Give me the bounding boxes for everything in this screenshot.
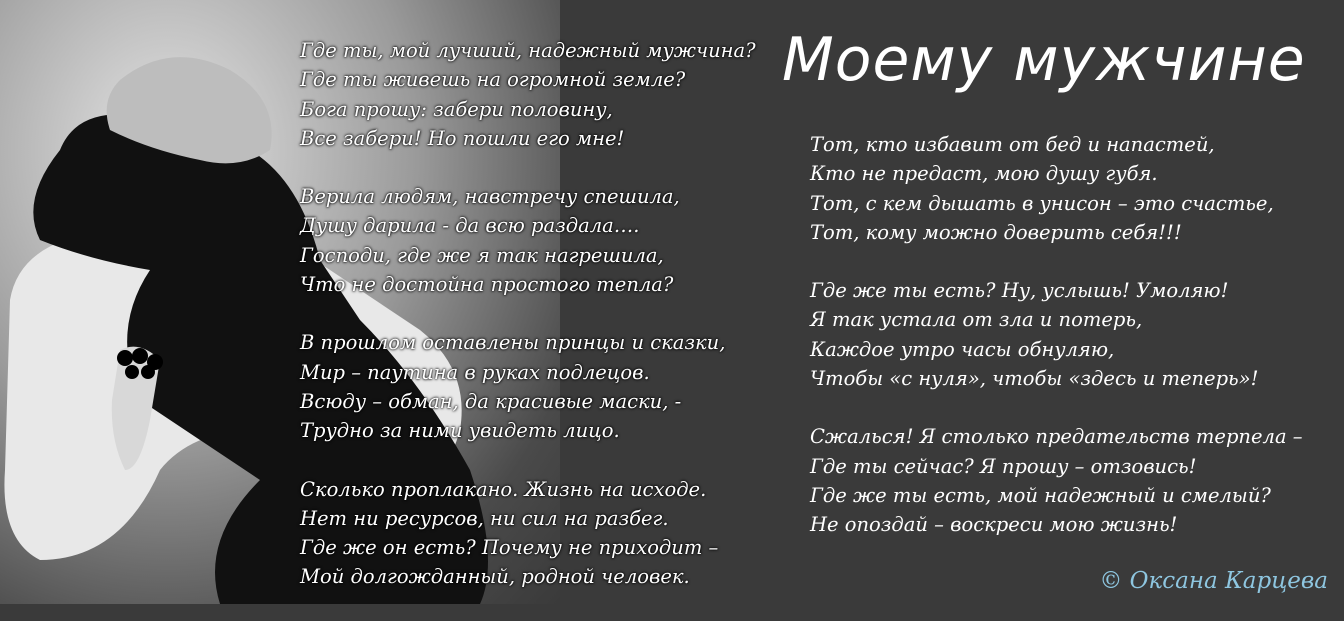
stanza [300,328,780,445]
poem-line: Тот, кому можно доверить себя!!! [810,220,1182,244]
stanza [300,182,780,299]
poem-line: Все забери! Но пошли его мне! [300,126,625,150]
poem-line: Где ты, мой лучший, надежный мужчина? [300,39,756,62]
poem-line: Сжалься! Я столько предательств терпела – [810,425,1303,449]
poem-line: В прошлом оставлены принцы и сказки, [300,331,726,355]
poem-line: Чтобы «с нуля», чтобы «здесь и теперь»! [810,367,1259,391]
poem-line: Трудно за ними увидеть лицо. [300,419,620,443]
stanza [300,36,780,153]
poem-line: Где ты сейчас? Я прошу – отзовись! [810,454,1197,478]
poem-line: Господи, где же я так нагрешила, [300,243,664,267]
poem-line: Сколько проплакано. Жизнь на исходе. [300,477,707,501]
poem-line: Мир – паутина в руках подлецов. [300,360,650,384]
poem-line: Верила людям, навстречу спешила, [300,185,680,209]
poem-line: Где же ты есть, мой надежный и смелый? [810,483,1271,507]
poem-line: Бога прошу: забери половину, [300,97,613,121]
poem-line: Где же ты есть? Ну, услышь! Умоляю! [810,279,1229,303]
stanza [810,422,1330,539]
poem-line: Где ты живешь на огромной земле? [300,68,686,92]
poem-line: Нет ни ресурсов, ни сил на разбег. [300,506,669,530]
poem-line: Всюду – обман, да красивые маски, - [300,389,682,413]
stanza [300,475,780,592]
poem-right-column [810,130,1330,569]
poem-line: Где же он есть? Почему не приходит – [300,536,719,560]
poem-line: Тот, кто избавит от бед и напастей, [810,133,1215,156]
poem-line: Я так устала от зла и потерь, [810,308,1143,332]
poem-line: Каждое утро часы обнуляю, [810,337,1115,361]
poem-line: Душу дарила - да всю раздала…. [300,214,640,238]
poem-line: Тот, с кем дышать в унисон – это счастье, [810,191,1274,215]
poem-line: Кто не предаст, мою душу губя. [810,162,1158,186]
poem-line: Не опоздай – воскреси мою жизнь! [810,513,1178,537]
poem-line: Мой долгожданный, родной человек. [300,565,690,589]
stanza [810,130,1330,247]
stanza [810,276,1330,393]
poem-left-column [300,36,780,621]
poem-line: Что не достойна простого тепла? [300,273,674,297]
poem-title: Моему мужчине [782,25,1306,95]
author-signature: © Оксана Карцева [1099,568,1328,594]
